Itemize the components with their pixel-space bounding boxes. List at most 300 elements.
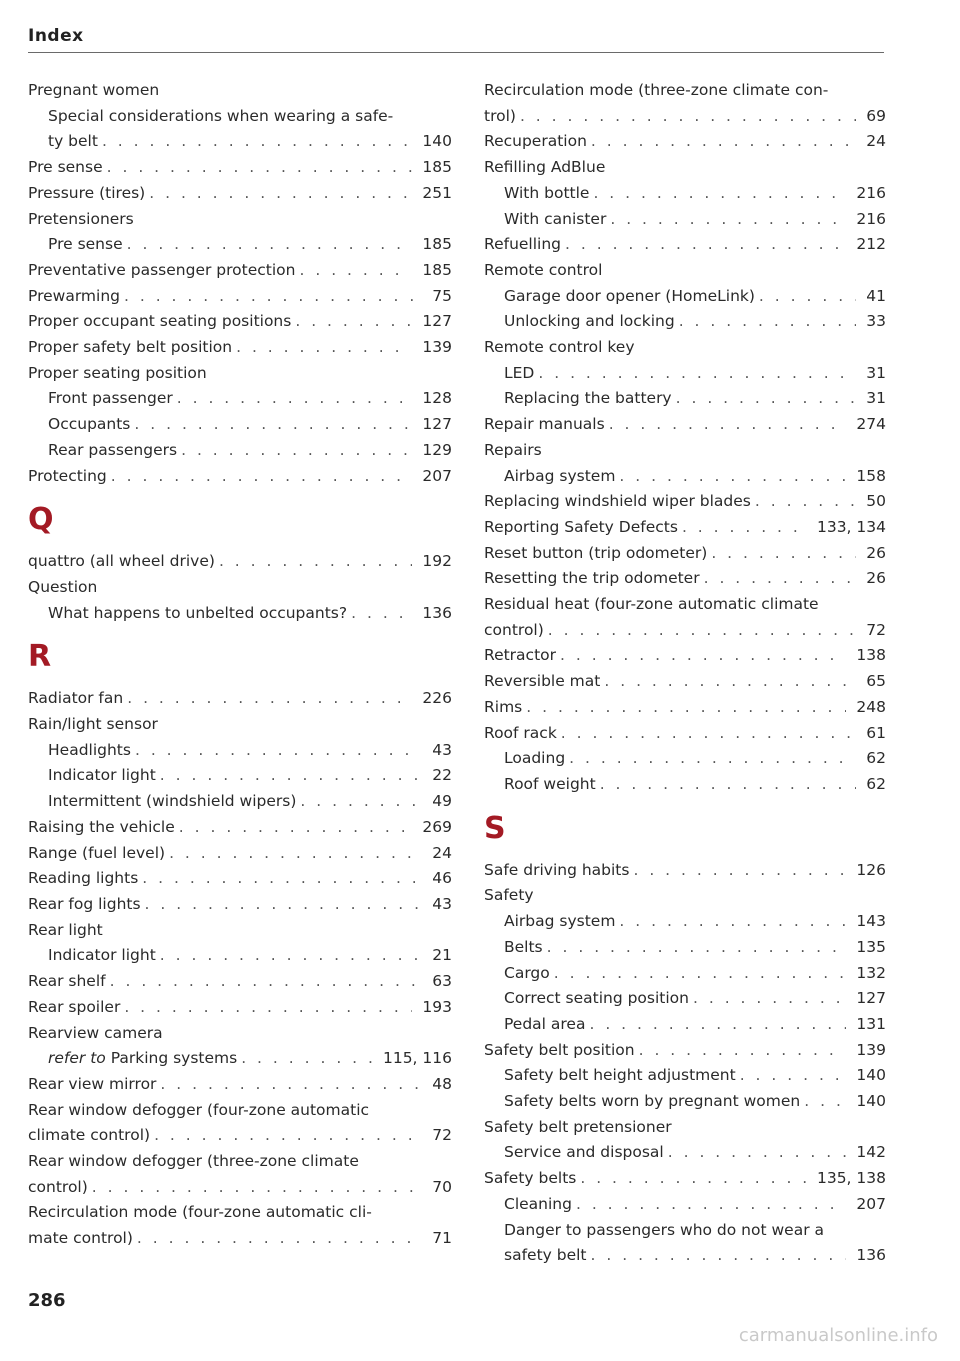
dot-leader	[134, 412, 412, 438]
index-entry-term: Rear spoiler	[28, 997, 121, 1016]
index-entry	[28, 995, 452, 1021]
index-entry-term: control)	[28, 1177, 88, 1196]
index-entry-term: Rear shelf	[28, 972, 106, 991]
index-entry	[484, 1115, 886, 1141]
dot-leader	[127, 686, 412, 712]
index-page-ref[interactable]: 158	[856, 466, 886, 485]
index-page-ref[interactable]: 135	[856, 937, 886, 956]
dot-leader	[137, 1226, 422, 1252]
index-page-ref[interactable]: 140	[422, 132, 452, 151]
dot-leader	[609, 412, 847, 438]
index-entry	[484, 986, 886, 1012]
index-page-ref[interactable]: 192	[422, 552, 452, 571]
index-entry-term: trol)	[484, 106, 516, 125]
index-page-ref[interactable]: 142	[856, 1143, 886, 1162]
index-entry	[28, 284, 452, 310]
dot-leader	[160, 1072, 422, 1098]
index-entry-term: Safety	[484, 886, 534, 905]
index-entry	[484, 386, 886, 412]
index-entry	[28, 918, 452, 944]
index-page-ref[interactable]: 226	[422, 689, 452, 708]
index-entry-term: Reset button (trip odometer)	[484, 543, 708, 562]
index-entry	[28, 129, 452, 155]
index-page-ref[interactable]: 62	[866, 749, 886, 768]
index-entry-term: Pedal area	[504, 1014, 586, 1033]
index-entry-term: Roof weight	[504, 774, 596, 793]
index-entry-term: Rear passengers	[48, 440, 178, 459]
index-entry	[28, 1149, 452, 1175]
index-page-ref[interactable]: 212	[856, 235, 886, 254]
dot-leader	[639, 1038, 847, 1064]
index-entry	[484, 1089, 886, 1115]
index-entry-term: Residual heat (four-zone automatic climate	[484, 595, 819, 614]
dot-leader	[560, 643, 846, 669]
index-entry-term: Rear window defogger (four-zone automatic	[28, 1100, 370, 1119]
dot-leader	[576, 1192, 846, 1218]
index-page-ref[interactable]: 128	[422, 389, 452, 408]
index-page-ref[interactable]: 72	[866, 620, 886, 639]
dot-leader	[740, 1063, 847, 1089]
index-entry-term: Safe driving habits	[484, 860, 630, 879]
dot-leader	[295, 309, 412, 335]
index-entry-term: Range (fuel level)	[28, 843, 166, 862]
dot-leader	[526, 695, 846, 721]
dot-leader	[589, 1012, 846, 1038]
index-entry	[484, 412, 886, 438]
index-entry	[28, 207, 452, 233]
index-entry	[28, 155, 452, 181]
index-page-ref[interactable]: 41	[866, 286, 886, 305]
index-page-ref[interactable]: 43	[432, 740, 452, 759]
dot-leader	[600, 772, 857, 798]
index-entry-term: Remote control key	[484, 338, 635, 357]
index-entry	[28, 438, 452, 464]
index-entry	[28, 575, 452, 601]
index-page-ref[interactable]: 61	[866, 723, 886, 742]
index-entry-term: Service and disposal	[504, 1143, 664, 1162]
dot-leader	[804, 1089, 846, 1115]
index-entry-term: Retractor	[484, 646, 557, 665]
dot-leader	[711, 541, 856, 567]
index-entry-term: Pregnant women	[28, 81, 160, 99]
index-page-ref[interactable]: 251	[422, 183, 452, 202]
index-entry-term: Front passenger	[48, 389, 173, 408]
index-entry-term: climate control)	[28, 1126, 151, 1145]
index-entry-term: Indicator light	[48, 946, 156, 965]
index-entry-term: What happens to unbelted occupants?	[48, 603, 348, 622]
index-entry	[484, 104, 886, 130]
index-page-ref[interactable]: 33	[866, 312, 886, 331]
index-entry	[28, 969, 452, 995]
index-entry	[28, 1098, 452, 1124]
index-entry	[484, 746, 886, 772]
index-entry	[484, 643, 886, 669]
index-entry-term: Special considerations when wearing a safe-	[48, 106, 394, 125]
dot-leader	[538, 361, 856, 387]
index-entry-term: Safety belt pretensioner	[484, 1117, 672, 1136]
index-entry	[484, 1192, 886, 1218]
index-entry	[484, 258, 886, 284]
dot-leader	[219, 549, 412, 575]
index-page-ref[interactable]: 70	[432, 1177, 452, 1196]
index-entry	[484, 592, 886, 618]
dot-leader	[160, 943, 422, 969]
index-entry	[484, 207, 886, 233]
dot-leader	[569, 746, 856, 772]
index-entry	[28, 866, 452, 892]
index-entry-term-text: Parking systems	[105, 1049, 238, 1068]
dot-leader	[676, 386, 857, 412]
index-entry-term: Preventative passenger protection	[28, 260, 296, 279]
index-entry	[28, 1226, 452, 1252]
index-page-ref[interactable]: 131	[856, 1014, 886, 1033]
index-entry	[484, 618, 886, 644]
dot-leader	[169, 841, 422, 867]
index-entry-term: Recirculation mode (three-zone climate con-	[484, 81, 829, 99]
index-entry	[28, 738, 452, 764]
index-page-ref[interactable]: 26	[866, 569, 886, 588]
dot-leader	[236, 335, 412, 361]
index-page-ref[interactable]: 115, 116	[382, 1049, 452, 1068]
index-entry	[484, 438, 886, 464]
index-page-ref[interactable]: 43	[432, 894, 452, 913]
index-page-ref[interactable]: 21	[432, 946, 452, 965]
dot-leader	[682, 515, 807, 541]
index-entry-term: quattro (all wheel drive)	[28, 552, 215, 571]
index-entry-term: Occupants	[48, 415, 131, 434]
index-entry-term: Rear window defogger (three-zone climate	[28, 1152, 359, 1171]
index-entry	[484, 232, 886, 258]
index-entry-term: Remote control	[484, 260, 603, 279]
index-page-ref[interactable]: 50	[866, 492, 886, 511]
index-entry	[484, 309, 886, 335]
dot-leader	[679, 309, 857, 335]
index-entry-term: Belts	[504, 937, 543, 956]
index-entry-term: Correct seating position	[504, 989, 689, 1008]
index-entry-term: Intermittent (windshield wipers)	[48, 792, 297, 811]
dot-leader	[181, 438, 412, 464]
index-entry-term: Safety belt height adjustment	[504, 1066, 736, 1085]
index-entry	[28, 549, 452, 575]
index-entry	[28, 412, 452, 438]
index-entry	[28, 1072, 452, 1098]
dot-leader	[561, 721, 856, 747]
index-entry-term: Repairs	[484, 440, 542, 459]
index-entry-term: Pre sense	[48, 235, 123, 254]
index-entry	[484, 129, 886, 155]
index-entry	[484, 566, 886, 592]
dot-leader	[593, 181, 846, 207]
index-page-ref[interactable]: 136	[422, 603, 452, 622]
index-entry	[484, 1038, 886, 1064]
index-entry	[484, 883, 886, 909]
index-entry	[484, 721, 886, 747]
index-entry	[28, 78, 452, 104]
dot-leader	[591, 129, 856, 155]
index-entry-term: Rear view mirror	[28, 1074, 157, 1093]
dot-leader	[145, 892, 423, 918]
index-page-ref[interactable]: 65	[866, 672, 886, 691]
index-entry	[484, 1140, 886, 1166]
index-entry-term: With bottle	[504, 183, 590, 202]
index-page-ref[interactable]: 216	[856, 183, 886, 202]
index-page-ref[interactable]: 129	[422, 440, 452, 459]
index-entry-term: Replacing windshield wiper blades	[484, 492, 751, 511]
index-page-ref[interactable]: 193	[422, 997, 452, 1016]
index-entry-term: Cargo	[504, 963, 550, 982]
index-entry	[28, 232, 452, 258]
index-entry	[28, 335, 452, 361]
index-page-ref[interactable]: 138	[856, 646, 886, 665]
index-entry	[484, 1218, 886, 1244]
index-page-ref[interactable]: 127	[422, 312, 452, 331]
index-entry-term: Unlocking and locking	[504, 312, 675, 331]
index-column-right	[484, 78, 886, 1269]
index-entry-term: Prewarming	[28, 286, 120, 305]
index-entry-term: Garage door opener (HomeLink)	[504, 286, 755, 305]
index-page-ref[interactable]: 140	[856, 1092, 886, 1111]
dot-leader	[160, 763, 422, 789]
index-entry	[484, 909, 886, 935]
dot-leader	[149, 181, 412, 207]
dot-leader	[107, 155, 413, 181]
index-entry-term: Protecting	[28, 466, 107, 485]
index-page-ref[interactable]: 248	[856, 697, 886, 716]
dot-leader	[604, 669, 856, 695]
index-entry	[28, 258, 452, 284]
index-entry	[484, 1012, 886, 1038]
index-entry-term: Refilling AdBlue	[484, 158, 606, 177]
index-page-ref[interactable]: 216	[856, 209, 886, 228]
index-entry-term: Proper seating position	[28, 363, 207, 382]
index-entry-term: Loading	[504, 749, 566, 768]
watermark: carmanualsonline.info	[738, 1325, 938, 1346]
index-page-ref[interactable]: 126	[856, 860, 886, 879]
index-entry-term: Headlights	[48, 740, 131, 759]
index-entry	[28, 361, 452, 387]
index-entry-term: Rear fog lights	[28, 894, 141, 913]
dot-leader	[241, 1046, 373, 1072]
index-page-ref[interactable]: 274	[856, 415, 886, 434]
index-entry	[28, 763, 452, 789]
dot-leader	[565, 232, 846, 258]
index-entry-term: Proper safety belt position	[28, 338, 233, 357]
section-title: Index	[28, 26, 84, 46]
index-page-ref[interactable]: 207	[422, 466, 452, 485]
index-page-ref[interactable]: 71	[432, 1229, 452, 1248]
index-entry-term: LED	[504, 363, 535, 382]
index-entry-term: Rear light	[28, 920, 103, 939]
index-page-ref[interactable]: 26	[866, 543, 886, 562]
index-entry-term: Repair manuals	[484, 415, 605, 434]
index-page-ref[interactable]: 132	[856, 963, 886, 982]
dot-leader	[351, 601, 412, 627]
dot-leader	[177, 386, 413, 412]
index-entry-term: Safety belt position	[484, 1040, 635, 1059]
index-entry-term: Airbag system	[504, 912, 616, 931]
index-entry	[484, 284, 886, 310]
index-page-ref[interactable]: 269	[422, 817, 452, 836]
index-entry-term: Pre sense	[28, 158, 103, 177]
index-page-ref[interactable]: 75	[432, 286, 452, 305]
index-entry-term: Pressure (tires)	[28, 183, 146, 202]
index-page-ref[interactable]: 49	[432, 792, 452, 811]
dot-leader	[102, 129, 412, 155]
index-entry	[28, 309, 452, 335]
dot-leader	[142, 866, 422, 892]
index-entry-term: With canister	[504, 209, 607, 228]
dot-leader	[580, 1166, 807, 1192]
dot-leader	[135, 738, 422, 764]
index-column-left	[28, 78, 452, 1252]
index-entry	[28, 892, 452, 918]
index-page-ref[interactable]: 127	[856, 989, 886, 1008]
page-number: 286	[28, 1290, 66, 1311]
index-page-ref[interactable]: 133, 134	[816, 517, 886, 536]
index-page-ref[interactable]: 185	[422, 235, 452, 254]
index-page-ref[interactable]: 127	[422, 415, 452, 434]
dot-leader	[619, 464, 846, 490]
dot-leader	[610, 207, 846, 233]
index-entry-term: Proper occupant seating positions	[28, 312, 292, 331]
index-entry-term: Raising the vehicle	[28, 817, 175, 836]
dot-leader	[179, 815, 413, 841]
index-entry	[484, 361, 886, 387]
index-entry	[484, 1166, 886, 1192]
index-letter-heading: S	[484, 810, 506, 846]
index-entry	[484, 695, 886, 721]
index-entry	[28, 1175, 452, 1201]
index-entry-term: Replacing the battery	[504, 389, 672, 408]
index-entry	[28, 181, 452, 207]
index-entry	[484, 1243, 886, 1269]
index-entry	[28, 464, 452, 490]
index-page-ref[interactable]: 62	[866, 774, 886, 793]
dot-leader	[693, 986, 846, 1012]
index-entry-term: control)	[484, 620, 544, 639]
dot-leader	[554, 961, 847, 987]
index-page-ref[interactable]: 143	[856, 912, 886, 931]
index-entry-term: Radiator fan	[28, 689, 124, 708]
dot-leader	[111, 464, 413, 490]
dot-leader	[300, 789, 422, 815]
index-entry-term: mate control)	[28, 1229, 133, 1248]
dot-leader	[619, 909, 846, 935]
index-entry	[484, 858, 886, 884]
dot-leader	[127, 232, 413, 258]
index-entry	[484, 541, 886, 567]
index-page-ref[interactable]: 207	[856, 1194, 886, 1213]
index-entry	[484, 181, 886, 207]
dot-leader	[755, 489, 856, 515]
index-page-ref[interactable]: 139	[856, 1040, 886, 1059]
index-page-ref[interactable]: 72	[432, 1126, 452, 1145]
index-entry-term: Reporting Safety Defects	[484, 517, 678, 536]
index-page-ref[interactable]: 69	[866, 106, 886, 125]
index-entry	[28, 601, 452, 627]
index-entry-term: Pretensioners	[28, 209, 134, 228]
dot-leader	[591, 1243, 847, 1269]
index-entry-term: Danger to passengers who do not wear a	[504, 1220, 824, 1239]
index-entry-term: Resetting the trip odometer	[484, 569, 700, 588]
index-entry	[484, 772, 886, 798]
index-entry-term: Cleaning	[504, 1194, 572, 1213]
index-entry	[28, 815, 452, 841]
index-entry	[484, 935, 886, 961]
index-entry-term: Indicator light	[48, 766, 156, 785]
index-entry	[28, 386, 452, 412]
dot-leader	[704, 566, 857, 592]
index-page-ref[interactable]: 185	[422, 158, 452, 177]
index-page-ref[interactable]: 46	[432, 869, 452, 888]
dot-leader	[548, 618, 856, 644]
dot-leader	[124, 995, 412, 1021]
index-page-ref[interactable]: 136	[856, 1246, 886, 1265]
index-entry	[28, 1046, 452, 1072]
dot-leader	[633, 858, 846, 884]
dot-leader	[124, 284, 422, 310]
index-entry	[484, 155, 886, 181]
index-entry	[28, 686, 452, 712]
index-page-ref[interactable]: 135, 138	[816, 1169, 886, 1188]
index-entry	[28, 1123, 452, 1149]
index-entry-term: Refuelling	[484, 235, 562, 254]
index-entry-term: Recirculation mode (four-zone automatic cli-	[28, 1203, 372, 1222]
index-entry	[28, 712, 452, 738]
dot-leader	[759, 284, 856, 310]
dot-leader	[110, 969, 423, 995]
page-header	[28, 24, 884, 53]
index-entry-term: Reading lights	[28, 869, 139, 888]
index-entry	[28, 789, 452, 815]
index-entry	[484, 464, 886, 490]
index-letter-heading: Q	[28, 502, 54, 538]
index-entry-term: Roof rack	[484, 723, 557, 742]
index-page-ref[interactable]: 185	[422, 260, 452, 279]
index-page-ref[interactable]: 31	[866, 363, 886, 382]
index-page-ref[interactable]: 48	[432, 1074, 452, 1093]
index-entry	[28, 943, 452, 969]
index-cross-ref: refer to	[48, 1049, 106, 1068]
dot-leader	[668, 1140, 847, 1166]
index-entry	[484, 78, 886, 104]
index-page-ref[interactable]: 139	[422, 338, 452, 357]
index-entry-term: Recuperation	[484, 132, 587, 151]
index-page-ref[interactable]: 63	[432, 972, 452, 991]
index-entry-term: Safety belts worn by pregnant women	[504, 1092, 801, 1111]
index-entry-term: Safety belts	[484, 1169, 577, 1188]
index-entry	[484, 1063, 886, 1089]
index-entry	[28, 1200, 452, 1226]
dot-leader	[299, 258, 412, 284]
dot-leader	[154, 1123, 422, 1149]
index-page-ref[interactable]: 24	[866, 132, 886, 151]
index-entry-term	[48, 1046, 237, 1072]
index-page-ref[interactable]: 22	[432, 766, 452, 785]
index-page-ref[interactable]: 31	[866, 389, 886, 408]
index-entry	[484, 489, 886, 515]
index-entry-term: Reversible mat	[484, 672, 601, 691]
index-letter-heading: R	[28, 639, 52, 675]
index-page-ref[interactable]: 24	[432, 843, 452, 862]
index-entry-term: Question	[28, 577, 98, 596]
index-entry-term: safety belt	[504, 1246, 587, 1265]
dot-leader	[547, 935, 847, 961]
index-entry	[484, 335, 886, 361]
index-entry-term: Rain/light sensor	[28, 715, 158, 734]
index-entry	[28, 841, 452, 867]
index-page-ref[interactable]: 140	[856, 1066, 886, 1085]
